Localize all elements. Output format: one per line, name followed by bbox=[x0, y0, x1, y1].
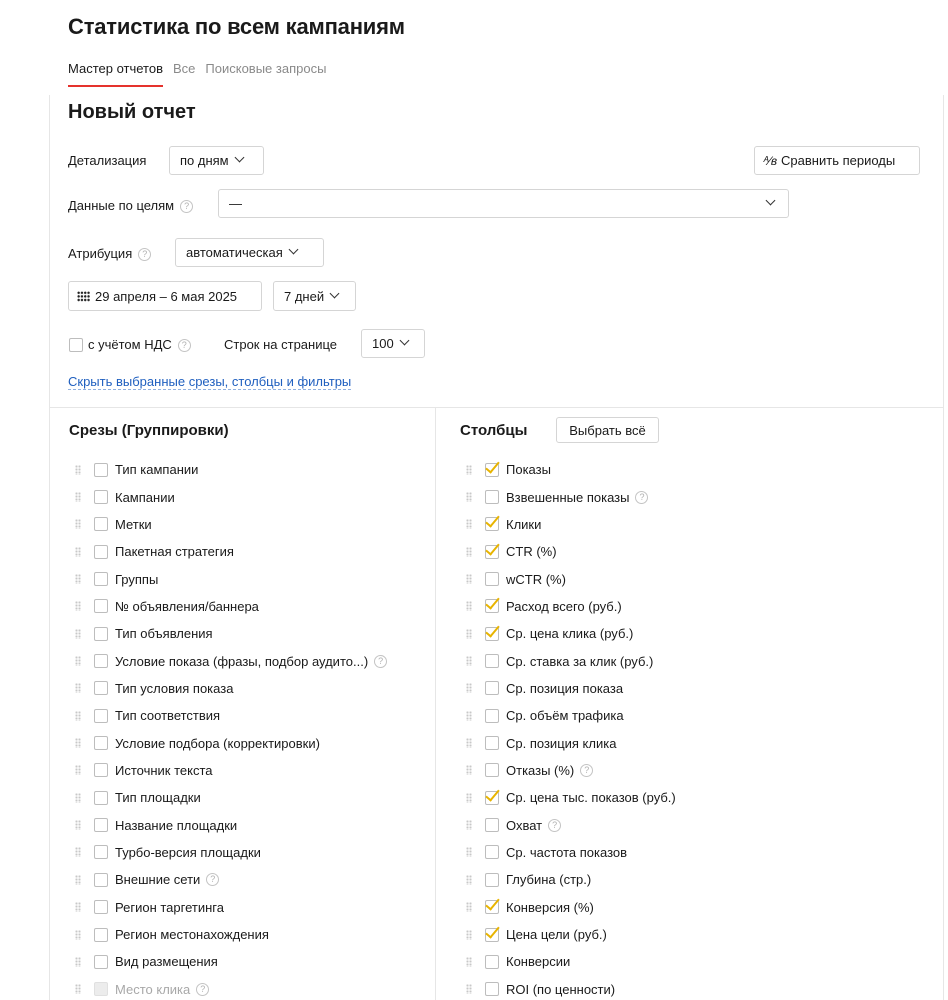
slice-label: Тип условия показа bbox=[115, 680, 234, 696]
drag-handle-icon[interactable] bbox=[75, 465, 81, 475]
column-checkbox[interactable] bbox=[485, 818, 499, 832]
chevron-down-icon bbox=[330, 288, 340, 298]
help-icon[interactable]: ? bbox=[580, 764, 593, 777]
vat-label bbox=[88, 337, 191, 352]
slice-checkbox[interactable] bbox=[94, 763, 108, 777]
goals-value: — bbox=[229, 196, 242, 211]
column-label: Ср. ставка за клик (руб.) bbox=[506, 653, 654, 669]
detail-select[interactable] bbox=[169, 146, 264, 175]
column-checkbox[interactable] bbox=[485, 572, 499, 586]
panel-border-left bbox=[49, 95, 50, 1000]
detail-label: Детализация bbox=[68, 153, 147, 168]
chevron-down-icon bbox=[766, 196, 776, 206]
slice-checkbox[interactable] bbox=[94, 818, 108, 832]
slice-row[interactable] bbox=[75, 675, 387, 702]
slice-checkbox[interactable] bbox=[94, 791, 108, 805]
drag-handle-icon[interactable] bbox=[466, 984, 472, 994]
column-row[interactable] bbox=[466, 593, 676, 620]
columns-list bbox=[466, 456, 676, 1000]
drag-handle-icon[interactable] bbox=[466, 547, 472, 557]
column-row[interactable] bbox=[466, 894, 676, 921]
column-checkbox[interactable] bbox=[485, 955, 499, 969]
slice-row[interactable] bbox=[75, 894, 387, 921]
column-checkbox[interactable] bbox=[485, 982, 499, 996]
help-icon[interactable]: ? bbox=[548, 819, 561, 832]
slice-row[interactable] bbox=[75, 866, 387, 893]
compare-periods-label: Сравнить периоды bbox=[781, 153, 896, 168]
report-title: Новый отчет bbox=[68, 101, 196, 123]
drag-handle-icon[interactable] bbox=[466, 793, 472, 803]
slice-row[interactable] bbox=[75, 702, 387, 729]
slice-checkbox[interactable] bbox=[94, 709, 108, 723]
select-all-button[interactable]: Выбрать всё bbox=[556, 417, 659, 443]
column-row[interactable] bbox=[466, 511, 676, 538]
drag-handle-icon[interactable] bbox=[75, 765, 81, 775]
drag-handle-icon[interactable] bbox=[75, 957, 81, 967]
slice-row[interactable] bbox=[75, 921, 387, 948]
column-checkbox[interactable] bbox=[485, 490, 499, 504]
column-checkbox[interactable] bbox=[485, 517, 499, 531]
drag-handle-icon[interactable] bbox=[75, 930, 81, 940]
slice-label: Тип кампании bbox=[115, 462, 199, 478]
drag-handle-icon[interactable] bbox=[466, 847, 472, 857]
column-label: Расход всего (руб.) bbox=[506, 598, 622, 614]
rows-per-page-select[interactable] bbox=[361, 329, 425, 358]
slice-row[interactable] bbox=[75, 511, 387, 538]
chevron-down-icon bbox=[288, 245, 298, 255]
slice-checkbox[interactable] bbox=[94, 736, 108, 750]
slice-label: № объявления/баннера bbox=[115, 598, 259, 614]
help-icon[interactable]: ? bbox=[180, 200, 193, 213]
date-range-button[interactable] bbox=[68, 281, 262, 311]
attribution-select[interactable] bbox=[175, 238, 324, 267]
drag-handle-icon[interactable] bbox=[75, 875, 81, 885]
column-label: Ср. позиция показа bbox=[506, 680, 624, 696]
report-tabs bbox=[68, 61, 336, 83]
drag-handle-icon[interactable] bbox=[75, 574, 81, 584]
attribution-label bbox=[68, 246, 151, 261]
slice-label: Вид размещения bbox=[115, 954, 218, 970]
slice-row[interactable] bbox=[75, 483, 387, 510]
slice-checkbox[interactable] bbox=[94, 627, 108, 641]
column-label: Ср. цена тыс. показов (руб.) bbox=[506, 790, 676, 806]
help-icon[interactable]: ? bbox=[178, 339, 191, 352]
slice-row[interactable] bbox=[75, 784, 387, 811]
slice-row[interactable] bbox=[75, 811, 387, 838]
panel-border-right bbox=[943, 95, 944, 1000]
column-label: Клики bbox=[506, 516, 542, 532]
column-label: Цена цели (руб.) bbox=[506, 927, 607, 943]
column-checkbox[interactable] bbox=[485, 791, 499, 805]
drag-handle-icon[interactable] bbox=[75, 492, 81, 502]
drag-handle-icon[interactable] bbox=[75, 738, 81, 748]
slice-label: Регион местонахождения bbox=[115, 927, 269, 943]
drag-handle-icon[interactable] bbox=[466, 820, 472, 830]
slice-checkbox[interactable] bbox=[94, 900, 108, 914]
page-title: Статистика по всем кампаниям bbox=[68, 14, 405, 39]
slice-label: Турбо-версия площадки bbox=[115, 844, 261, 860]
column-row[interactable] bbox=[466, 729, 676, 756]
drag-handle-icon[interactable] bbox=[466, 930, 472, 940]
slice-row bbox=[75, 976, 387, 1000]
period-select[interactable] bbox=[273, 281, 356, 311]
slice-checkbox[interactable] bbox=[94, 599, 108, 613]
slice-row[interactable] bbox=[75, 839, 387, 866]
slice-checkbox bbox=[94, 982, 108, 996]
column-checkbox[interactable] bbox=[485, 681, 499, 695]
slice-checkbox[interactable] bbox=[94, 873, 108, 887]
drag-handle-icon[interactable] bbox=[466, 738, 472, 748]
tab-search-queries[interactable]: Поисковые запросы bbox=[205, 61, 327, 76]
slice-checkbox[interactable] bbox=[94, 654, 108, 668]
column-label: Охват bbox=[506, 817, 543, 833]
slice-label: Регион таргетинга bbox=[115, 899, 224, 915]
column-row[interactable] bbox=[466, 784, 676, 811]
slices-list bbox=[75, 456, 387, 1000]
slice-checkbox[interactable] bbox=[94, 572, 108, 586]
vat-checkbox[interactable] bbox=[69, 338, 83, 352]
slice-row[interactable] bbox=[75, 593, 387, 620]
slice-label: Условие показа (фразы, подбор аудито...) bbox=[115, 653, 369, 669]
slice-checkbox[interactable] bbox=[94, 463, 108, 477]
column-checkbox[interactable] bbox=[485, 654, 499, 668]
column-label: CTR (%) bbox=[506, 544, 557, 560]
column-row[interactable] bbox=[466, 757, 676, 784]
slice-label: Тип объявления bbox=[115, 626, 213, 642]
column-label: Ср. объём трафика bbox=[506, 708, 624, 724]
slice-row[interactable] bbox=[75, 757, 387, 784]
column-row[interactable] bbox=[466, 456, 676, 483]
column-checkbox[interactable] bbox=[485, 545, 499, 559]
slice-label: Условие подбора (корректировки) bbox=[115, 735, 320, 751]
column-checkbox[interactable] bbox=[485, 709, 499, 723]
column-row[interactable] bbox=[466, 976, 676, 1000]
tab-report-master[interactable]: Мастер отчетов bbox=[68, 61, 163, 83]
drag-handle-icon[interactable] bbox=[466, 465, 472, 475]
drag-handle-icon[interactable] bbox=[75, 847, 81, 857]
period-value: 7 дней bbox=[284, 288, 325, 304]
goals-select[interactable] bbox=[218, 189, 789, 218]
slice-checkbox[interactable] bbox=[94, 928, 108, 942]
column-row[interactable] bbox=[466, 538, 676, 565]
help-icon[interactable]: ? bbox=[196, 983, 209, 996]
drag-handle-icon[interactable] bbox=[75, 984, 81, 994]
drag-handle-icon[interactable] bbox=[466, 656, 472, 666]
drag-handle-icon[interactable] bbox=[75, 629, 81, 639]
attribution-value: автоматическая bbox=[186, 245, 283, 260]
column-row[interactable] bbox=[466, 565, 676, 592]
vat-label-text: с учётом НДС bbox=[88, 337, 172, 352]
drag-handle-icon[interactable] bbox=[75, 656, 81, 666]
slice-checkbox[interactable] bbox=[94, 955, 108, 969]
slice-row[interactable] bbox=[75, 729, 387, 756]
drag-handle-icon[interactable] bbox=[466, 492, 472, 502]
rows-per-page-value: 100 bbox=[372, 336, 394, 351]
slice-label: Источник текста bbox=[115, 762, 213, 778]
column-label: Ср. частота показов bbox=[506, 844, 628, 860]
slice-label: Метки bbox=[115, 516, 152, 532]
column-checkbox[interactable] bbox=[485, 845, 499, 859]
column-checkbox[interactable] bbox=[485, 599, 499, 613]
drag-handle-icon[interactable] bbox=[75, 711, 81, 721]
drag-handle-icon[interactable] bbox=[466, 957, 472, 967]
column-row[interactable] bbox=[466, 811, 676, 838]
ab-compare-icon: ᴬ⁄ʙ bbox=[763, 153, 778, 168]
help-icon[interactable]: ? bbox=[138, 248, 151, 261]
help-icon[interactable]: ? bbox=[206, 873, 219, 886]
slice-label: Место клика bbox=[115, 981, 191, 997]
chevron-down-icon bbox=[399, 336, 409, 346]
column-checkbox[interactable] bbox=[485, 627, 499, 641]
help-icon[interactable]: ? bbox=[374, 655, 387, 668]
goals-label bbox=[68, 198, 193, 213]
column-label: Показы bbox=[506, 462, 551, 478]
goals-label-text: Данные по целям bbox=[68, 198, 175, 213]
slice-row[interactable] bbox=[75, 948, 387, 975]
column-label: ROI (по ценности) bbox=[506, 981, 616, 997]
column-checkbox[interactable] bbox=[485, 763, 499, 777]
tab-all[interactable]: Все bbox=[173, 61, 196, 76]
attribution-label-text: Атрибуция bbox=[68, 246, 133, 261]
slice-checkbox[interactable] bbox=[94, 517, 108, 531]
drag-handle-icon[interactable] bbox=[466, 765, 472, 775]
column-label: Конверсии bbox=[506, 954, 571, 970]
column-row[interactable] bbox=[466, 948, 676, 975]
column-row[interactable] bbox=[466, 647, 676, 674]
slice-checkbox[interactable] bbox=[94, 845, 108, 859]
drag-handle-icon[interactable] bbox=[75, 519, 81, 529]
drag-handle-icon[interactable] bbox=[466, 875, 472, 885]
columns-title: Столбцы bbox=[460, 422, 528, 439]
column-row[interactable] bbox=[466, 839, 676, 866]
column-checkbox[interactable] bbox=[485, 463, 499, 477]
column-checkbox[interactable] bbox=[485, 736, 499, 750]
column-checkbox[interactable] bbox=[485, 900, 499, 914]
chevron-down-icon bbox=[234, 153, 244, 163]
slice-label: Внешние сети bbox=[115, 872, 201, 888]
slice-label: Тип соответствия bbox=[115, 708, 221, 724]
slice-label: Кампании bbox=[115, 489, 175, 505]
column-checkbox[interactable] bbox=[485, 873, 499, 887]
slice-label: Название площадки bbox=[115, 817, 238, 833]
slice-checkbox[interactable] bbox=[94, 490, 108, 504]
column-checkbox[interactable] bbox=[485, 928, 499, 942]
column-row[interactable] bbox=[466, 921, 676, 948]
drag-handle-icon[interactable] bbox=[466, 601, 472, 611]
column-label: wCTR (%) bbox=[506, 571, 566, 587]
slice-row[interactable] bbox=[75, 620, 387, 647]
compare-periods-button[interactable] bbox=[754, 146, 920, 175]
drag-handle-icon[interactable] bbox=[466, 711, 472, 721]
slice-checkbox[interactable] bbox=[94, 681, 108, 695]
drag-handle-icon[interactable] bbox=[466, 902, 472, 912]
drag-handle-icon[interactable] bbox=[75, 902, 81, 912]
slice-label: Тип площадки bbox=[115, 790, 201, 806]
drag-handle-icon[interactable] bbox=[466, 683, 472, 693]
column-label: Отказы (%) bbox=[506, 762, 575, 778]
slice-checkbox[interactable] bbox=[94, 545, 108, 559]
calendar-icon bbox=[77, 291, 90, 302]
drag-handle-icon[interactable] bbox=[466, 574, 472, 584]
slices-title: Срезы (Группировки) bbox=[69, 422, 229, 439]
column-label: Ср. позиция клика bbox=[506, 735, 617, 751]
slice-row[interactable] bbox=[75, 456, 387, 483]
slice-row[interactable] bbox=[75, 538, 387, 565]
drag-handle-icon[interactable] bbox=[75, 793, 81, 803]
drag-handle-icon[interactable] bbox=[466, 519, 472, 529]
drag-handle-icon[interactable] bbox=[75, 547, 81, 557]
drag-handle-icon[interactable] bbox=[75, 601, 81, 611]
column-row[interactable] bbox=[466, 702, 676, 729]
column-label: Глубина (стр.) bbox=[506, 872, 592, 888]
column-label: Взвешенные показы bbox=[506, 489, 630, 505]
column-row[interactable] bbox=[466, 620, 676, 647]
drag-handle-icon[interactable] bbox=[75, 683, 81, 693]
slice-label: Пакетная стратегия bbox=[115, 544, 234, 560]
column-label: Конверсия (%) bbox=[506, 899, 594, 915]
drag-handle-icon[interactable] bbox=[75, 820, 81, 830]
slice-label: Группы bbox=[115, 571, 159, 587]
column-row[interactable] bbox=[466, 866, 676, 893]
slice-row[interactable] bbox=[75, 565, 387, 592]
detail-value: по дням bbox=[180, 153, 229, 168]
slice-row[interactable] bbox=[75, 647, 387, 674]
hide-slices-link[interactable]: Скрыть выбранные срезы, столбцы и фильтры bbox=[68, 374, 352, 389]
section-divider bbox=[50, 407, 943, 408]
column-label: Ср. цена клика (руб.) bbox=[506, 626, 634, 642]
date-range-value: 29 апреля – 6 мая 2025 bbox=[95, 288, 238, 304]
column-row[interactable] bbox=[466, 483, 676, 510]
column-row[interactable] bbox=[466, 675, 676, 702]
help-icon[interactable]: ? bbox=[635, 491, 648, 504]
column-divider bbox=[435, 408, 436, 1000]
rows-per-page-label: Строк на странице bbox=[224, 337, 338, 352]
drag-handle-icon[interactable] bbox=[466, 629, 472, 639]
